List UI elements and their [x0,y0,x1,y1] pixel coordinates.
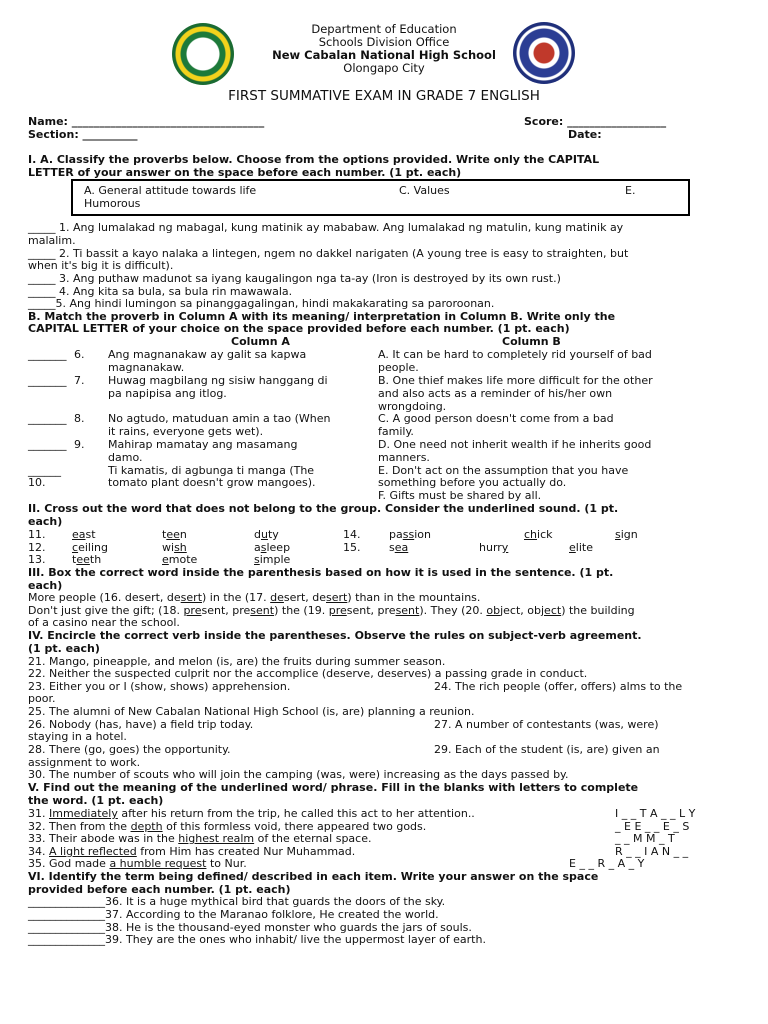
question-2b: when it's big it is difficult). [28,259,174,272]
answer-blank-6: _______ [28,348,67,361]
proverb-10a: Ti kamatis, di agbunga ti manga (The [108,464,315,477]
question-25: 25. The alumni of New Cabalan National High School (is, are) planning a reunion. [28,705,475,718]
word-15-2: hurry [479,541,509,554]
part5-instruction-1: V. Find out the meaning of the underlined word/ phrase. Fill in the blanks with letters to complete [28,781,639,794]
question-26: 26. Nobody (has, have) a field trip today. [28,718,254,731]
question-34: 34. A light reflected from Him has created Nur Muhammad. [28,845,356,858]
part3-instruction-1: III. Box the correct word inside the parenthesis based on how it is used in the sentence. (1 pt. [28,566,614,579]
word-12-3: asleep [254,541,291,554]
word-11-3: duty [254,528,279,541]
exam-title: FIRST SUMMATIVE EXAM IN GRADE 7 ENGLISH [228,88,540,104]
option-e-text: Humorous [84,197,141,210]
word-14-1: passion [389,528,431,541]
meaning-a1: A. It can be hard to completely rid yourself of bad [378,348,652,361]
question-3: _____ 3. Ang puthaw madunot sa iyang kaugalingon nga ta-ay (Iron is destroyed by its own rust.) [28,272,561,285]
word-13-2: emote [162,553,198,566]
question-28: 28. There (go, goes) the opportunity. [28,743,231,756]
proverb-6a: Ang magnanakaw ay galit sa kapwa [108,348,307,361]
part4-instruction-1: IV. Encircle the correct verb inside the parentheses. Observe the rules on subject-verb agreement. [28,629,642,642]
part2-instruction-2: each) [28,515,63,528]
option-c: C. Values [399,184,450,197]
question-30: 30. The number of scouts who will join the camping (was, were) increasing as the days passed by. [28,768,569,781]
meaning-e2: something before you actually do. [378,476,567,489]
question-27a: 27. A number of contestants (was, were) [434,718,659,731]
item-number-6: 6. [74,348,85,361]
question-2a: _____ 2. Ti bassit a kayo nalaka a lintegen, ngem no dakkel narigaten (A young tree is easy to straighten, but [28,247,629,260]
hint-34: R _ _ I A N _ _ [615,845,689,858]
question-27b: staying in a hotel. [28,730,127,743]
word-12-1: ceiling [72,541,108,554]
column-b-heading: Column B [502,335,561,348]
answer-blank-8: _______ [28,412,67,425]
meaning-c1: C. A good person doesn't come from a bad [378,412,614,425]
section-field: Section: __________ [28,128,138,141]
meaning-d2: manners. [378,451,430,464]
part5-instruction-2: the word. (1 pt. each) [28,794,164,807]
part3-instruction-2: each) [28,579,63,592]
meaning-c2: family. [378,425,414,438]
question-1b: malalim. [28,234,76,247]
item-number-9: 9. [74,438,85,451]
question-36: ______________36. It is a huge mythical bird that guards the doors of the sky. [28,895,446,908]
question-24a: 24. The rich people (offer, offers) alms to the [434,680,683,693]
date-field: Date: [568,128,602,141]
proverb-7a: Huwag magbilang ng sisiw hanggang di [108,374,328,387]
part4-instruction-2: (1 pt. each) [28,642,100,655]
part6-instruction-2: provided before each number. (1 pt. each) [28,883,291,896]
meaning-b3: wrongdoing. [378,400,447,413]
hint-32: _ E E _ _ E _ S [615,820,690,833]
word-15-3: elite [569,541,593,554]
column-a-heading: Column A [231,335,290,348]
question-24b: poor. [28,692,56,705]
header-division: Schools Division Office [318,35,450,49]
proverb-7b: pa napipisa ang itlog. [108,387,227,400]
word-14-3: sign [615,528,638,541]
partB-instruction-2: CAPITAL LETTER of your choice on the space provided before each number. (1 pt. each) [28,322,570,335]
word-13-1: teeth [72,553,102,566]
score-field: Score: __________________ [524,115,667,128]
word-15-1: sea [389,541,409,554]
word-13-3: simple [254,553,291,566]
meaning-d1: D. One need not inherit wealth if he inherits good [378,438,652,451]
part2-instruction-1: II. Cross out the word that does not belong to the group. Consider the underlined sound. (1 pt. [28,502,619,515]
partB-instruction-1: B. Match the proverb in Column A with its meaning/ interpretation in Column B. Write only the [28,310,616,323]
question-31: 31. Immediately after his return from the trip, he called this act to her attention.. [28,807,475,820]
question-29a: 29. Each of the student (is, are) given an [434,743,660,756]
item-number-11: 11. [28,528,46,541]
question-32: 32. Then from the depth of this formless void, there appeared two gods. [28,820,427,833]
proverb-10b: tomato plant doesn't grow mangoes). [108,476,316,489]
item-number-15: 15. [343,541,361,554]
item-number-7: 7. [74,374,85,387]
part3-sentence-1: More people (16. desert, desert) in the (17. desert, desert) than in the mountains. [28,591,481,604]
part3-sentence-3: of a casino near the school. [28,616,180,629]
question-21: 21. Mango, pineapple, and melon (is, are) the fruits during summer season. [28,655,446,668]
item-number-14: 14. [343,528,361,541]
part1-instruction-2: LETTER of your answer on the space before each number. (1 pt. each) [28,166,462,179]
part1-instruction-1: I. A. Classify the proverbs below. Choose from the options provided. Write only the CAPITAL [28,153,600,166]
proverb-9a: Mahirap mamatay ang masamang [108,438,298,451]
question-38: ______________38. He is the thousand-eyed monster who guards the jars of souls. [28,921,472,934]
meaning-e1: E. Don't act on the assumption that you have [378,464,629,477]
name-field: Name: ___________________________________ [28,115,265,128]
hint-31: I _ _ T A _ _ L Y [615,807,696,820]
part6-instruction-1: VI. Identify the term being defined/ described in each item. Write your answer on the space [28,870,599,883]
proverb-8b: it rains, everyone gets wet). [108,425,264,438]
word-11-1: east [72,528,96,541]
header-city: Olongapo City [343,61,425,75]
proverb-6b: magnanakaw. [108,361,185,374]
meaning-b1: B. One thief makes life more difficult for the other [378,374,653,387]
item-number-8: 8. [74,412,85,425]
answer-blank-7: _______ [28,374,67,387]
question-23: 23. Either you or I (show, shows) apprehension. [28,680,291,693]
proverb-8a: No agtudo, matuduan amin a tao (When [108,412,331,425]
item-number-10: 10. [28,476,46,489]
item-number-13: 13. [28,553,46,566]
question-35: 35. God made a humble request to Nur. [28,857,247,870]
question-4: _____ 4. Ang kita sa bula, sa bula rin mawawala. [28,285,293,298]
option-a: A. General attitude towards life [84,184,257,197]
word-14-2: chick [524,528,553,541]
option-e: E. [625,184,636,197]
word-12-2: wish [162,541,187,554]
question-29b: assignment to work. [28,756,141,769]
answer-blank-10: ______ [28,464,61,477]
hint-33: _ _ M M _ T [615,832,675,845]
meaning-a2: people. [378,361,419,374]
answer-blank-9: _______ [28,438,67,451]
meaning-f: F. Gifts must be shared by all. [378,489,542,502]
meaning-b2: and also acts as a reminder of his/her own [378,387,613,400]
word-11-2: teen [162,528,187,541]
header-department: Department of Education [311,22,457,36]
question-5: _____5. Ang hindi lumingon sa pinanggagalingan, hindi makakarating sa paroroonan. [28,297,495,310]
question-1a: _____ 1. Ang lumalakad ng mabagal, kung matinik ay mababaw. Ang lumalakad ng matulin, kung matinik ay [28,221,624,234]
item-number-12: 12. [28,541,46,554]
part3-sentence-2: Don't just give the gift; (18. present, present) the (19. present, present). They (20. object, object) the building [28,604,635,617]
question-39: ______________39. They are the ones who inhabit/ live the uppermost layer of earth. [28,933,486,946]
header-school: New Cabalan National High School [272,48,496,62]
question-33: 33. Their abode was in the highest realm of the eternal space. [28,832,372,845]
proverb-9b: damo. [108,451,143,464]
question-22: 22. Neither the suspected culprit nor the accomplice (deserve, deserves) a passing grade in conduct. [28,667,588,680]
hint-35: E _ _ R _ A _ Y [569,857,645,870]
question-37: ______________37. According to the Maranao folklore, He created the world. [28,908,439,921]
